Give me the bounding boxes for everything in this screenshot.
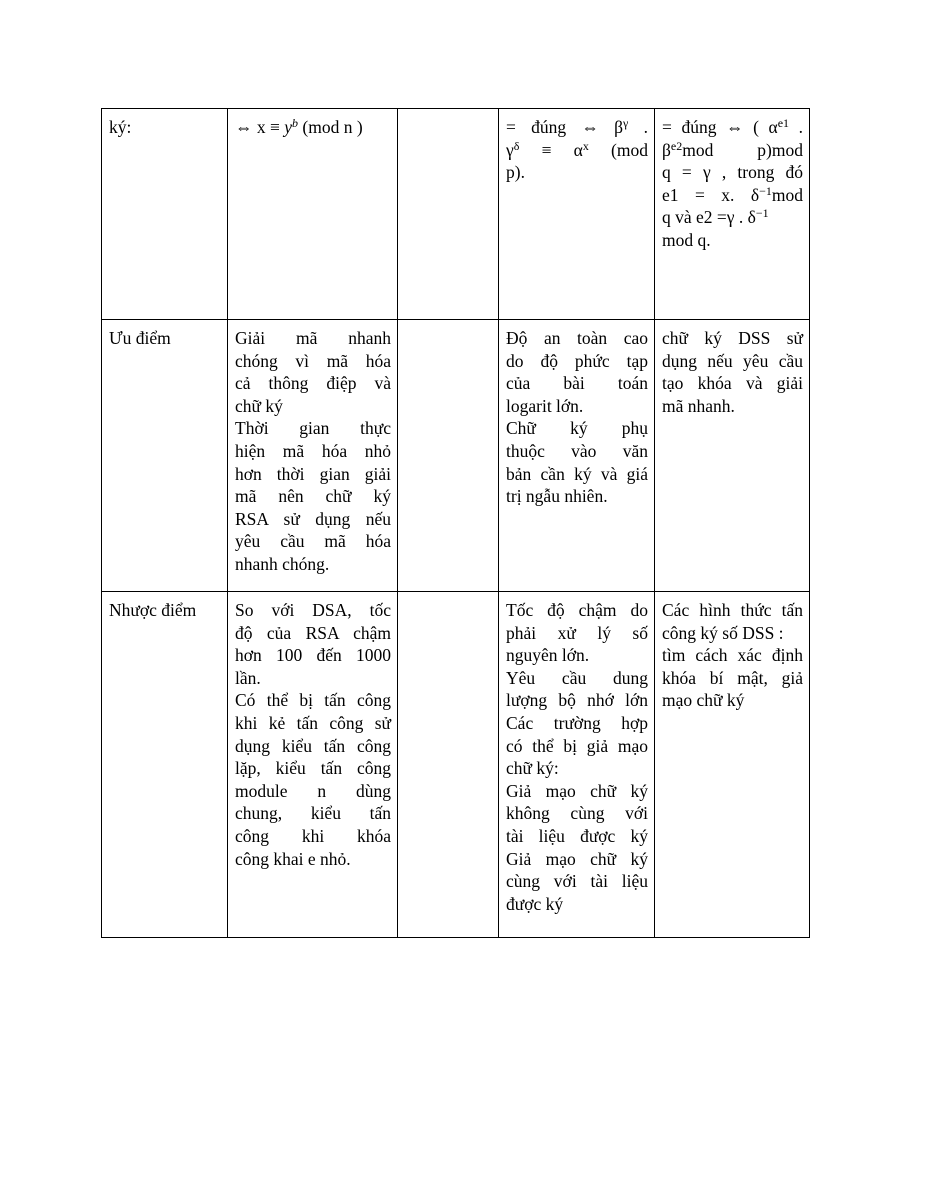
cell-text-line: lần. xyxy=(235,667,261,688)
dss-formula-line: $\beta^{e2}mod$ p)mod xyxy=(662,138,803,160)
cell-elgamal-advantages xyxy=(499,320,655,592)
dss-formula-line: q và e2 =γ . $\delta^{-1}$ xyxy=(662,206,769,228)
cell-text-line: khóa bí mật, giả xyxy=(662,667,803,688)
cell-empty-disadvantages xyxy=(398,592,499,938)
cell-empty-advantages xyxy=(398,320,499,592)
table-row-advantages xyxy=(102,320,810,592)
table-row-disadvantages xyxy=(102,592,810,938)
elgamal-formula-line: p). xyxy=(506,162,525,183)
elgamal-formula-line: = đúng ⇔ $\beta^\gamma$ . xyxy=(506,116,648,137)
row-label: Ưu điểm xyxy=(109,328,171,348)
cell-text-line: tạo khóa và giải xyxy=(662,373,803,394)
cell-text-line: hiện mã hóa nhỏ xyxy=(235,440,391,461)
cell-text-line: Giả mạo chữ ký xyxy=(506,848,648,869)
cell-text-line: do độ phức tạp xyxy=(506,350,648,371)
row-label: Nhược điểm xyxy=(109,600,197,620)
cell-text-line: khi kẻ tấn công sử xyxy=(235,712,391,733)
cell-rsa-signature xyxy=(228,109,398,320)
cell-text-line: hơn 100 đến 1000 xyxy=(235,645,391,666)
cell-text-line: Có thể bị tấn công xyxy=(235,690,391,711)
comparison-table xyxy=(101,108,810,938)
cell-text-line: mã nhanh. xyxy=(662,395,735,416)
dss-formula-line: q = γ , trong đó xyxy=(662,162,803,183)
cell-text-line: yêu cầu mã hóa xyxy=(235,531,391,552)
cell-text-line: chữ ký DSS sử xyxy=(662,328,803,348)
cell-text-line: Giả mạo chữ ký xyxy=(506,780,648,801)
dss-formula-line: e1 = x. $\delta^{-1}mod$ xyxy=(662,183,803,205)
cell-text-line: dụng kiểu tấn công xyxy=(235,735,391,756)
cell-text-line: chữ ký xyxy=(235,395,283,416)
cell-text-line: hơn thời gian giải xyxy=(235,463,391,484)
cell-text-line: chữ ký: xyxy=(506,758,559,779)
cell-text-line: thuộc vào văn xyxy=(506,440,648,461)
cell-text-line: nguyên lớn. xyxy=(506,645,590,666)
cell-dss-advantages xyxy=(655,320,810,592)
cell-dss-signature xyxy=(655,109,810,320)
dss-formula-line: = đúng ⇔ ( $\alpha^{e1}$ . xyxy=(662,116,804,137)
cell-text-line: phải xử lý số xyxy=(506,622,648,643)
elgamal-formula-line: $\gamma^\delta \equiv \alpha^x$ (mod xyxy=(506,138,648,160)
cell-text-line: lặp, kiểu tấn công xyxy=(235,758,391,779)
rsa-verify-formula: ⇔ $x \equiv y^b$ (mod n ) xyxy=(235,116,363,137)
cell-text-line: Tốc độ chậm do xyxy=(506,600,648,620)
cell-text-line: công khi khóa xyxy=(235,825,391,846)
cell-text-line: lượng bộ nhớ lớn xyxy=(506,690,648,711)
cell-elgamal-disadvantages xyxy=(499,592,655,938)
cell-text-line: mạo chữ ký xyxy=(662,690,745,711)
cell-text-line: trị ngẫu nhiên. xyxy=(506,486,608,507)
cell-text-line: cả thông điệp và xyxy=(235,373,391,394)
cell-text-line: mã nên chữ ký xyxy=(235,486,391,507)
cell-label-advantages xyxy=(102,320,228,592)
cell-text-line: nhanh chóng. xyxy=(235,553,330,574)
cell-rsa-advantages xyxy=(228,320,398,592)
cell-text-line: có thể bị giả mạo xyxy=(506,735,648,756)
cell-rsa-disadvantages xyxy=(228,592,398,938)
cell-text-line: module n dùng xyxy=(235,780,391,801)
cell-text-line: Thời gian thực xyxy=(235,418,391,439)
cell-text-line: logarit lớn. xyxy=(506,395,584,416)
cell-text-line: Chữ ký phụ xyxy=(506,418,648,439)
cell-text-line: Yêu cầu dung xyxy=(506,667,648,688)
cell-text-line: Các trường hợp xyxy=(506,712,648,733)
cell-text-line: cùng với tài liệu xyxy=(506,871,648,892)
cell-text-line: So với DSA, tốc xyxy=(235,600,391,620)
cell-text-line: chóng vì mã hóa xyxy=(235,350,391,371)
cell-text-line: dụng nếu yêu cầu xyxy=(662,350,803,371)
cell-elgamal-signature xyxy=(499,109,655,320)
cell-text-line: tìm cách xác định xyxy=(662,645,803,666)
table-row-signature xyxy=(102,109,810,320)
dss-formula-line: mod q. xyxy=(662,229,711,250)
cell-text-line: công khai e nhỏ. xyxy=(235,848,351,869)
cell-text-line: được ký xyxy=(506,893,564,914)
cell-text-line: Độ an toàn cao xyxy=(506,328,648,348)
cell-text-line: tài liệu được ký xyxy=(506,825,648,846)
cell-text-line: không cùng với xyxy=(506,803,648,824)
cell-dss-disadvantages xyxy=(655,592,810,938)
cell-text-line: độ của RSA chậm xyxy=(235,622,391,643)
cell-text-line: của bài toán xyxy=(506,373,648,394)
cell-label-disadvantages xyxy=(102,592,228,938)
cell-text-line: công ký số DSS : xyxy=(662,622,784,643)
cell-text-line: Các hình thức tấn xyxy=(662,600,803,620)
cell-empty-signature xyxy=(398,109,499,320)
cell-text-line: RSA sử dụng nếu xyxy=(235,508,391,529)
cell-text-line: chung, kiểu tấn xyxy=(235,803,391,824)
cell-text-line: bản cần ký và giá xyxy=(506,463,648,484)
row-label: ký: xyxy=(109,117,132,137)
cell-text-line: Giải mã nhanh xyxy=(235,328,391,348)
cell-label-signature xyxy=(102,109,228,320)
